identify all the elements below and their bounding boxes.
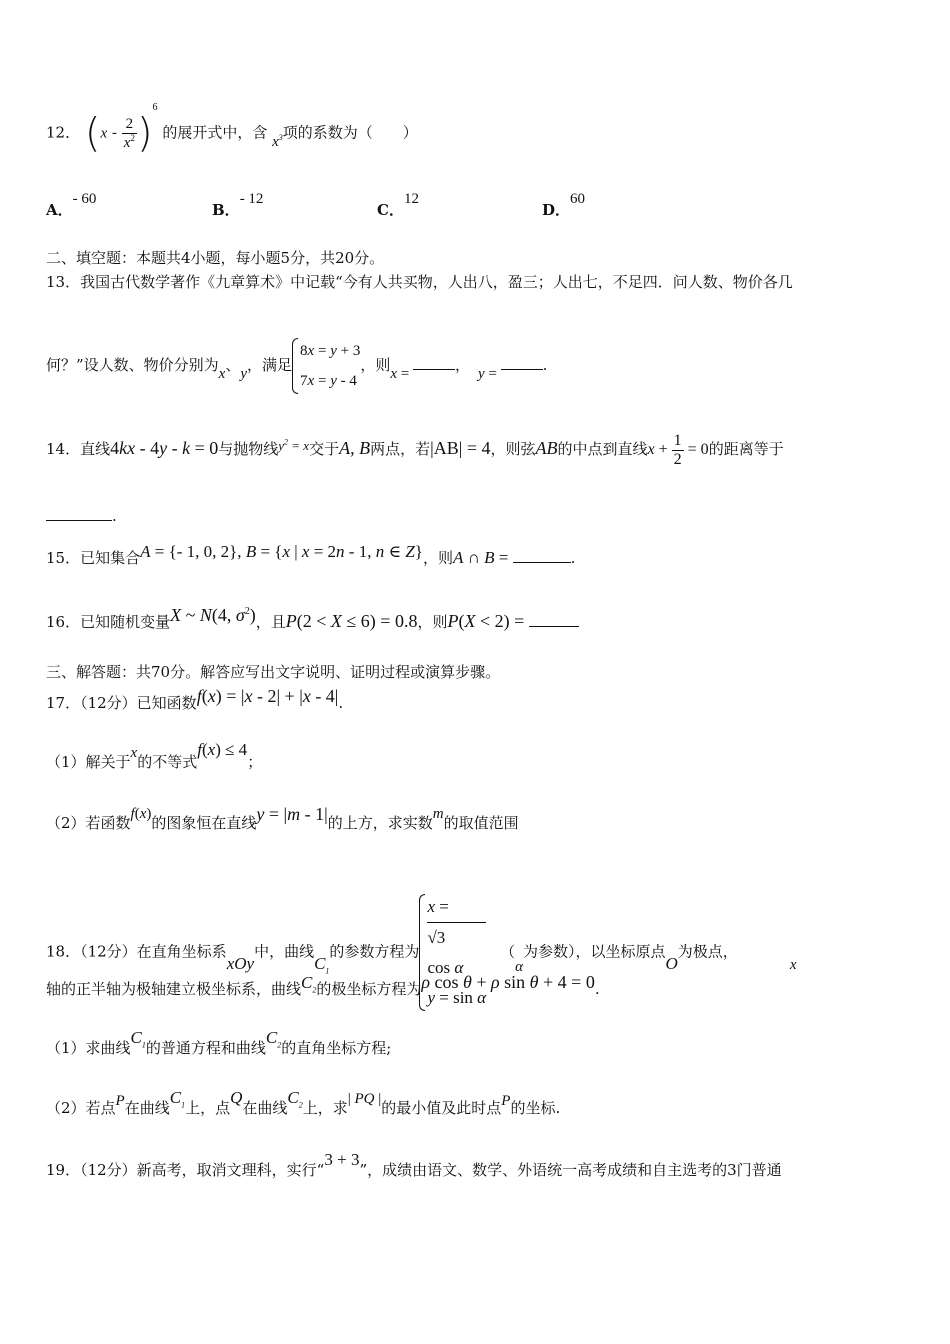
blank-q14[interactable] bbox=[46, 520, 112, 521]
q14-line: 14．直线4kx - 4y - k = 0与抛物线$y^2 = x$交于A, B两点，若|AB| = 4，则弦AB的中点到直线x + $\frac{1}{2}$ = 0的距离等于 bbox=[46, 432, 784, 468]
blank-q15[interactable] bbox=[513, 562, 571, 563]
q18-head: 18．（12分）在直角坐标系xOy中，曲线$C_1$的参数方程为 x = √3 cos α y = sin α （α为参数），以坐标原点O为极点，x bbox=[46, 892, 796, 1013]
q18-line2: 轴的正半轴为极轴建立极坐标系，曲线$C_2$的极坐标方程为ρ cos θ + ρ sin θ + 4 = 0. bbox=[46, 972, 600, 998]
q17-head: 17．（12分）已知函数f(x) = |x - 2| + |x - 4|. bbox=[46, 686, 344, 712]
q12-number: 12． bbox=[46, 123, 81, 142]
q17-part2: （2）若函数f(x)的图象恒在直线y = |m - 1|的上方，求实数m的取值范围 bbox=[46, 804, 519, 832]
blank-y[interactable] bbox=[501, 369, 543, 370]
q12-option-a[interactable]: A．- 60 bbox=[46, 191, 97, 219]
q12-option-d[interactable]: D．60 bbox=[542, 191, 586, 219]
paren-right: ) bbox=[136, 110, 153, 157]
x-cubed: $x^3$ bbox=[272, 132, 283, 150]
q12-option-b[interactable]: B．- 12 bbox=[212, 191, 264, 219]
q12-line: 12． (x - $\frac{2}{x^2}$ )$^6$ 的展开式中，含 $x^3$项的系数为（ ） bbox=[46, 101, 418, 157]
equation-system: 8x = y + 3 7x = y - 4 bbox=[292, 336, 360, 396]
q13-line1: 13．我国古代数学著作《九章算术》中记载“今有人共买物，人出八，盈三；人出七，不足四．问人数、物价各几 bbox=[46, 273, 793, 291]
q13-line2: 何？”设人数、物价分别为x、y，满足 8x = y + 3 7x = y - 4 ，则x = ， y = . bbox=[46, 336, 547, 396]
blank-q16[interactable] bbox=[529, 626, 579, 627]
q12-option-c[interactable]: C．12 bbox=[377, 191, 419, 219]
param-equation-system: x = √3 cos α y = sin α bbox=[419, 892, 486, 1013]
section-3-heading: 三、解答题：共70分。解答应写出文字说明、证明过程或演算步骤。 bbox=[46, 663, 501, 681]
blank-x[interactable] bbox=[413, 369, 455, 370]
expr-x: x bbox=[100, 125, 108, 142]
fraction-2-over-x2: $\frac{2}{x^2}$ bbox=[123, 116, 135, 151]
paren-left: ( bbox=[84, 110, 101, 157]
q16-line: 16．已知随机变量X ~ N(4, $\sigma^2$)，且P(2 < X ≤ 6) = 0.8，则P(X < 2) = bbox=[46, 608, 579, 632]
q14-answer: . bbox=[46, 506, 117, 526]
q18-part2: （2）若点P在曲线$C_1$上，点Q在曲线$C_2$上，求| PQ |的最小值及此时点P的坐标. bbox=[46, 1088, 561, 1117]
q19-head: 19．（12分）新高考，取消文理科，实行“3 + 3”，成绩由语文、数学、外语统一高考成绩和自主选考的3门普通 bbox=[46, 1150, 782, 1179]
q15-line: 15．已知集合A = {- 1, 0, 2}, B = {x | x = 2n - 1, n ∈ Z}，则A ∩ B = . bbox=[46, 542, 576, 567]
q17-part1: （1）解关于x的不等式f(x) ≤ 4； bbox=[46, 740, 263, 771]
q18-part1: （1）求曲线$C_1$的普通方程和曲线$C_2$的直角坐标方程; bbox=[46, 1028, 392, 1057]
section-2-heading: 二、填空题：本题共4小题，每小题5分，共20分。 bbox=[46, 249, 385, 267]
